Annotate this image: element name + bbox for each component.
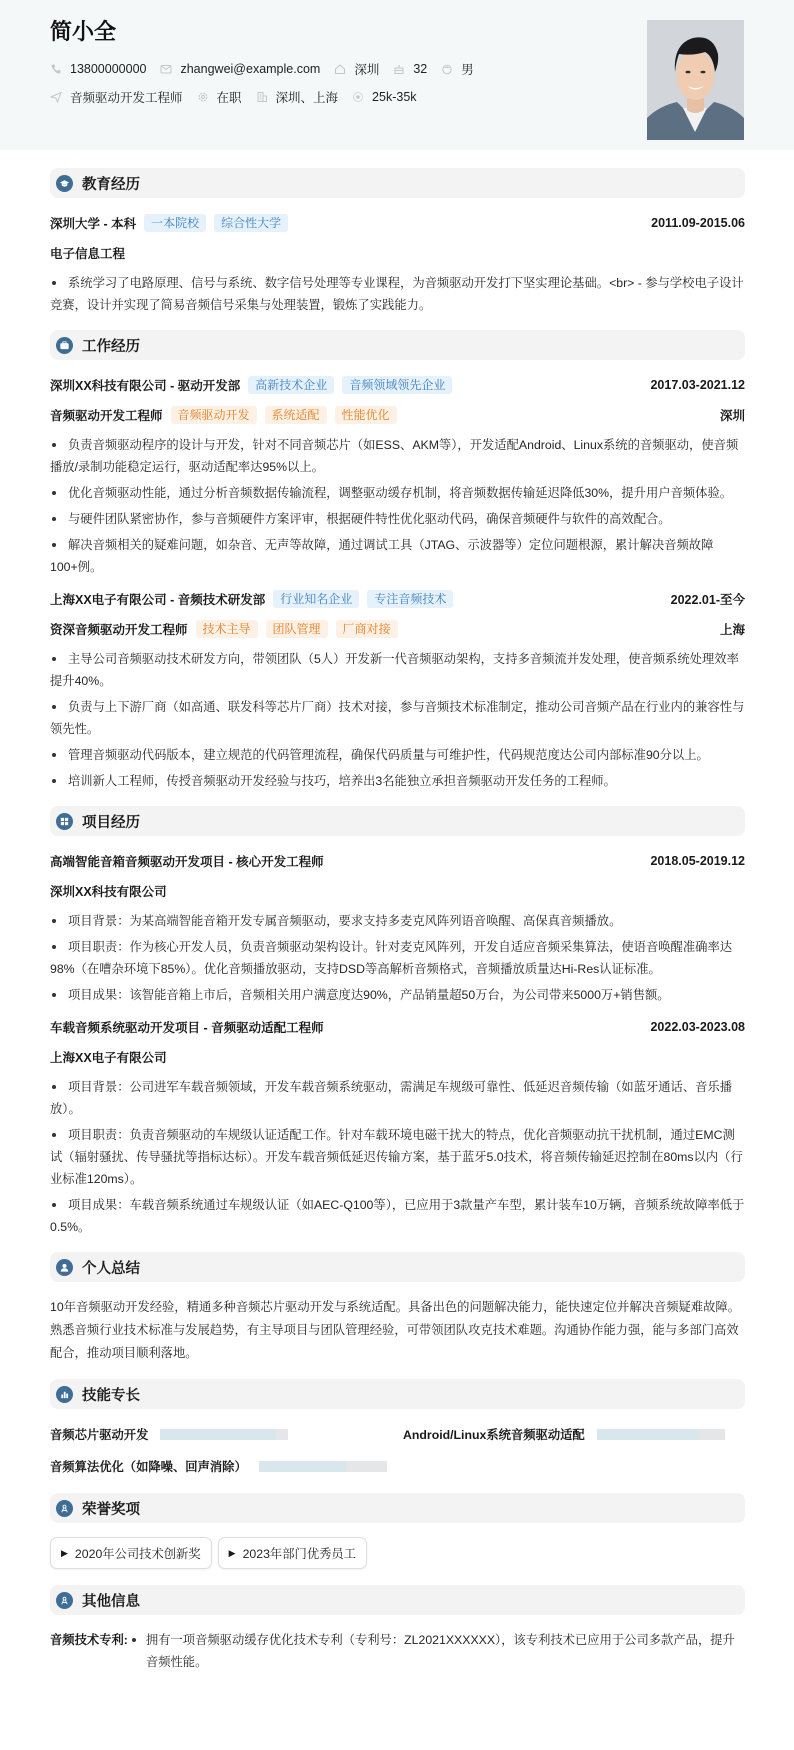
compass-icon [56,1592,73,1609]
triangle-right-icon: ▶ [228,1547,236,1558]
section-title: 技能专长 [82,1387,140,1404]
major-name: 电子信息工程 [50,247,126,261]
work-header [50,330,745,360]
mail-icon [160,63,172,75]
list-item: 培训新人工程师，传授音频驱动开发经验与技巧，培养出3名能独立承担音频驱动开发任务的工程师。 [50,770,745,792]
role-tag: 系统适配 [265,406,327,424]
phone-icon [50,63,62,75]
award-item[interactable] [50,1537,212,1569]
skill-bar-fill [160,1429,275,1440]
target-cities-text: 深圳、上海 [275,91,339,105]
building-icon [256,91,268,103]
list-item: 项目背景：公司进军车载音频领域，开发车载音频系统驱动，需满足车规级可靠性、低延迟音频传输（如蓝牙通话、音乐播放）。 [50,1076,745,1120]
send-icon [50,91,62,103]
skill-item [50,1423,403,1445]
summary-text: 10年音频驱动开发经验，精通多种音频芯片驱动开发与系统适配。具备出色的问题解决能力，能快速定位并解决音频疑难故障。熟悉音频行业技术标准与发展趋势，有主导项目与团队管理经验，可带领团队攻克技术难题。沟通协作能力强，能与多部门高效配合，推动项目顺利落地。 [50,1300,741,1360]
list-item: 负责与上下游厂商（如高通、联发科等芯片厂商）技术对接，参与音频技术标准制定，推动公司音频产品在行业内的兼容性与领先性。 [50,696,745,740]
graduation-cap-icon [56,175,73,192]
project-bullets [50,1076,745,1238]
role-tag: 音频驱动开发 [171,406,257,424]
gender-icon [441,63,453,75]
project-entry-header [50,1016,745,1038]
skills-header [50,1379,745,1409]
company-name: 深圳XX科技有限公司 - 驱动开发部 [50,379,241,393]
work-bullets [50,434,745,578]
project-company-row [50,880,745,902]
section-title: 个人总结 [82,1260,140,1277]
company-tag: 行业知名企业 [273,590,359,608]
project-company: 上海XX电子有限公司 [50,1051,167,1065]
gender-item [441,60,474,78]
education-date: 2011.09-2015.06 [651,216,745,230]
company-tag: 音频领域领先企业 [342,376,452,394]
skill-bar [160,1429,288,1440]
other-section [50,1585,745,1673]
chart-icon [56,1386,73,1403]
status-text: 在职 [216,91,242,105]
project-entry-header [50,850,745,872]
list-item: 负责音频驱动程序的设计与开发，针对不同音频芯片（如ESS、AKM等），开发适配Android、Linux系统的音频驱动，使音频播放/录制功能稳定运行，驱动适配率达95%以上。 [50,434,745,478]
work-entry-header [50,374,745,396]
award-label: 2023年部门优秀员工 [242,1547,357,1561]
section-title: 荣誉奖项 [82,1501,140,1518]
role-tag: 性能优化 [335,406,397,424]
work-bullets [50,648,745,792]
company-tag: 高新技术企业 [248,376,334,394]
work-role-row [50,404,745,426]
skills-section [50,1379,745,1477]
list-item: 解决音频相关的疑难问题，如杂音、无声等故障，通过调试工具（JTAG、示波器等）定位问题根源，累计解决音频故障100+例。 [50,534,745,578]
job-title: 音频驱动开发工程师 [50,409,163,423]
work-date: 2017.03-2021.12 [650,378,745,392]
phone-item [50,62,146,76]
skill-item [50,1455,403,1477]
honors-header [50,1493,745,1523]
job-title: 资深音频驱动开发工程师 [50,623,188,637]
position-item [50,88,183,106]
salary-text: 25k-35k [372,90,417,104]
list-item: 项目成果：该智能音箱上市后，音频相关用户满意度达90%，产品销量超50万台，为公司带来5000万+销售额。 [50,984,745,1006]
contact-row [50,58,744,80]
phone-text: 13800000000 [70,62,147,76]
status-gear-icon [197,91,209,103]
work-location: 深圳 [719,409,745,423]
awards-list [50,1537,745,1569]
other-item [50,1629,745,1673]
list-item: 系统学习了电路原理、信号与系统、数字信号处理等专业课程，为音频驱动开发打下坚实理论基础。<br> - 参与学校电子设计竞赛，设计并实现了简易音频信号采集与处理装置，锻炼了实践能力。 [50,272,745,316]
education-header [50,168,745,198]
project-date: 2018.05-2019.12 [650,854,745,868]
work-role-row [50,618,745,640]
list-item: 主导公司音频驱动技术研发方向，带领团队（5人）开发新一代音频驱动架构，支持多音频流并发处理，使音频系统处理效率提升40%。 [50,648,745,692]
education-bullets [50,272,745,316]
candidate-name: 简小全 [50,19,117,44]
profile-photo [647,20,744,140]
education-entry-header [50,212,745,234]
skill-item [403,1423,746,1445]
project-bullets [50,910,745,1006]
coin-icon [352,91,364,103]
other-header [50,1585,745,1615]
other-label: 音频技术专利: [50,1633,128,1647]
list-item: 项目职责：负责音频驱动的车规级认证适配工作。针对车载环境电磁干扰大的特点，优化音频驱动抗干扰机制，通过EMC测试（辐射骚扰、传导骚扰等指标达标）。开发车载音频低延迟传输方案，基于蓝牙5.0技术，将音频传输延迟控制在80ms以内（行业标准120ms）。 [50,1124,745,1190]
project-date: 2022.03-2023.08 [650,1020,745,1034]
user-icon [56,1259,73,1276]
age-item [393,62,427,76]
school-name: 深圳大学 - 本科 [50,217,137,231]
email-text: zhangwei@example.com [180,62,321,76]
triangle-right-icon: ▶ [61,1547,68,1558]
skill-bar [259,1461,387,1472]
other-text: 拥有一项音频驱动缓存优化技术专利（专利号：ZL2021XXXXXX），该专利技术已应用于公司多款产品，提升音频性能。 [128,1629,745,1673]
grid-icon [56,813,73,830]
work-location: 上海 [719,623,745,637]
projects-header [50,806,745,836]
summary-header [50,1252,745,1282]
project-name: 高端智能音箱音频驱动开发项目 - 核心开发工程师 [50,855,324,869]
gender-text: 男 [461,63,474,77]
list-item: 项目职责：作为核心开发人员，负责音频驱动架构设计。针对麦克风阵列，开发自适应音频采集算法，使语音唤醒准确率达98%（在嘈杂环境下85%）。优化音频播放驱动，支持DSD等高解析音频格式，音频播放质量达Hi-Res认证标准。 [50,936,745,980]
work-date: 2022.01-至今 [670,593,745,607]
award-label: 2020年公司技术创新奖 [74,1547,201,1561]
major-row [50,242,745,264]
home-icon [334,63,346,75]
project-company: 深圳XX科技有限公司 [50,885,167,899]
company-name: 上海XX电子有限公司 - 音频技术研发部 [50,593,266,607]
list-item: 项目背景：为某高端智能音箱开发专属音频驱动，要求支持多麦克风阵列语音唤醒、高保真音频播放。 [50,910,745,932]
city-item [334,60,379,78]
work-section [50,330,745,792]
role-tag: 厂商对接 [336,620,398,638]
work-entry-header [50,588,745,610]
section-title: 教育经历 [82,176,140,193]
email-item [160,62,320,76]
award-icon [56,1500,73,1517]
school-tag: 一本院校 [144,214,206,232]
projects-section [50,806,745,1238]
age-text: 32 [413,62,428,76]
skill-bar-fill [259,1461,346,1472]
skill-bar-fill [597,1429,699,1440]
status-item [197,88,242,106]
briefcase-icon [56,337,73,354]
skill-name: Android/Linux系统音频驱动适配 [403,1428,585,1442]
section-title: 其他信息 [82,1593,140,1610]
company-tag: 专注音频技术 [367,590,453,608]
summary-section [50,1252,745,1365]
section-title: 工作经历 [82,338,140,355]
skill-bar [597,1429,725,1440]
education-section [50,168,745,316]
skill-name: 音频算法优化（如降噪、回声消除） [50,1460,247,1474]
school-tag: 综合性大学 [214,214,288,232]
honors-section [50,1493,745,1569]
project-company-row [50,1046,745,1068]
project-name: 车载音频系统驱动开发项目 - 音频驱动适配工程师 [50,1021,324,1035]
target-cities-item [256,88,339,106]
cake-icon [393,63,405,75]
position-text: 音频驱动开发工程师 [70,91,183,105]
resume-body [0,150,794,1717]
section-title: 项目经历 [82,814,140,831]
resume-header [0,0,794,150]
list-item: 与硬件团队紧密协作，参与音频硬件方案评审，根据硬件特性优化驱动代码，确保音频硬件与软件的高效配合。 [50,508,745,530]
skills-grid [50,1423,745,1477]
role-tag: 团队管理 [266,620,328,638]
list-item: 管理音频驱动代码版本，建立规范的代码管理流程，确保代码质量与可维护性，代码规范度达公司内部标准90分以上。 [50,744,745,766]
list-item: 项目成果：车载音频系统通过车规级认证（如AEC-Q100等），已应用于3款量产车型，累计装车10万辆，音频系统故障率低于0.5%。 [50,1194,745,1238]
job-intent-row [50,86,744,108]
award-item[interactable] [218,1537,367,1569]
skill-name: 音频芯片驱动开发 [50,1428,149,1442]
salary-item [352,90,416,104]
role-tag: 技术主导 [196,620,258,638]
list-item: 优化音频驱动性能，通过分析音频数据传输流程，调整驱动缓存机制，将音频数据传输延迟降低30%，提升用户音频体验。 [50,482,745,504]
city-text: 深圳 [354,63,380,77]
